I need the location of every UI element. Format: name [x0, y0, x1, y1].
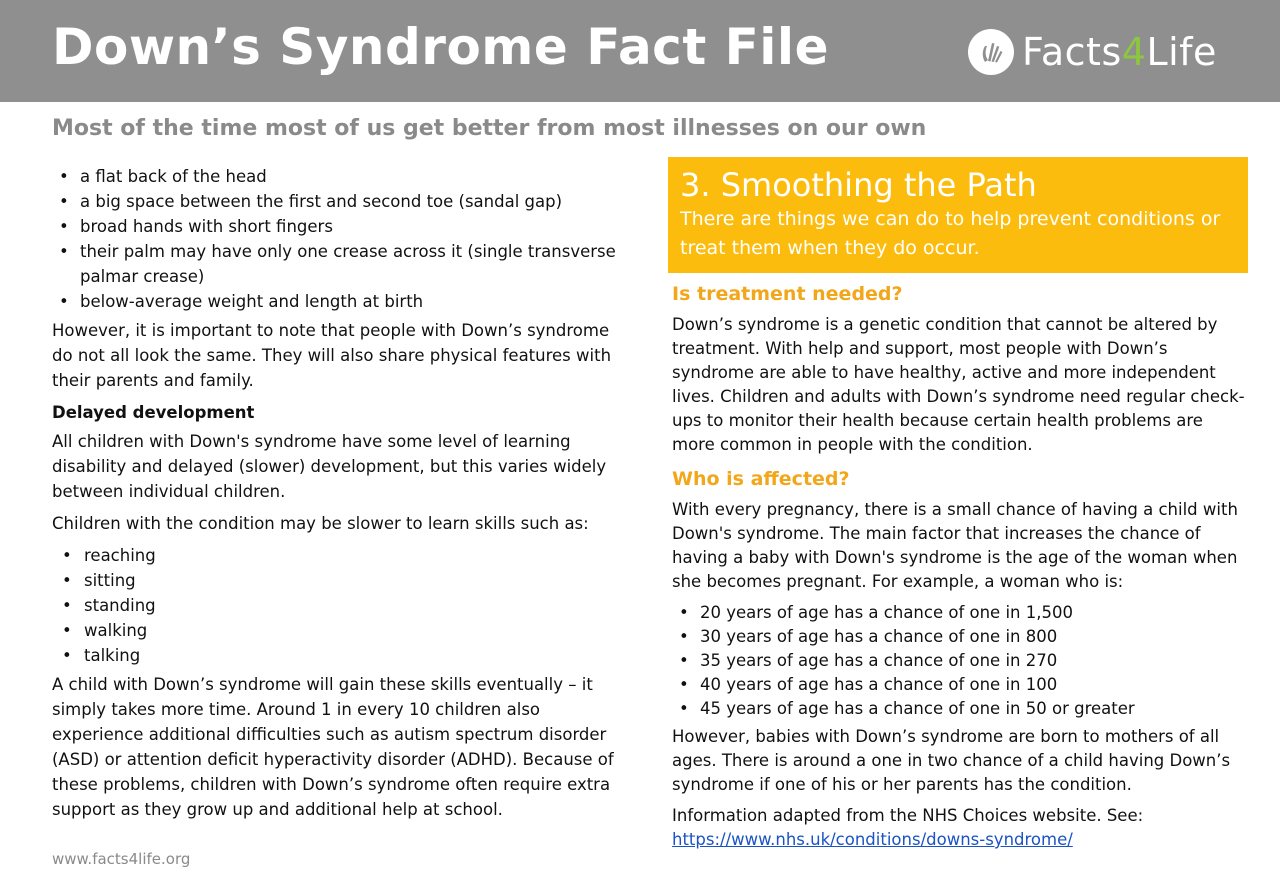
treatment-paragraph: Down’s syndrome is a genetic condition that cannot be altered by treatment. With help and support, most people with Down’s syndrome are able to have healthy, active and more independent lives. Children and adults with Down’s syndrome need regular check-ups to monitor their health because certain health problems are more common in people with the condition. — [672, 315, 1245, 454]
list-item: • their palm may have only one crease across it (single transverse palmar crease) — [52, 239, 622, 289]
list-item: • 30 years of age has a chance of one in 800 — [672, 625, 1248, 649]
treatment-heading: Is treatment needed? — [672, 283, 903, 305]
section-banner — [668, 157, 1248, 273]
header-bar — [0, 0, 1280, 102]
page-subtitle: Most of the time most of us get better from most illnesses on our own — [52, 116, 927, 141]
list-item: • 40 years of age has a chance of one in 100 — [672, 673, 1248, 697]
list-item: • below-average weight and length at birth — [52, 289, 622, 314]
affected-paragraph: With every pregnancy, there is a small chance of having a child with Down's syndrome. The main factor that increases the chance of having a baby with Down's syndrome is the age of the woman when she becomes pregnant. For example, a woman who is: — [672, 500, 1238, 591]
source-paragraph — [668, 804, 1248, 852]
section-title: 3. Smoothing the Path — [680, 166, 1037, 204]
hand-stripes-icon — [968, 29, 1014, 75]
list-item: • walking — [52, 618, 622, 643]
source-text: Information adapted from the NHS Choices website. See: — [672, 806, 1144, 825]
list-item: • 45 years of age has a chance of one in 50 or greater — [672, 697, 1248, 721]
skills-outro-paragraph: A child with Down’s syndrome will gain these skills eventually – it simply takes more time. Around 1 in every 10 children also experience additional difficulties such as autism spectrum disorder (ASD) or attention deficit hyperactivity disorder (ADHD). Because of these problems, children with Down’s syndrome often require extra support as they grow up and additional help at school. — [52, 675, 614, 819]
page-title: Down’s Syndrome Fact File — [52, 18, 829, 76]
list-item: • a big space between the first and second toe (sandal gap) — [52, 189, 622, 214]
list-item: • broad hands with short fingers — [52, 214, 622, 239]
logo-text: Facts4Life — [1022, 30, 1217, 74]
affected-heading: Who is affected? — [672, 468, 850, 490]
list-item: • reaching — [52, 543, 622, 568]
facts4life-logo[interactable] — [968, 24, 1217, 80]
section-intro: There are things we can do to help prevent conditions or treat them when they do occur. — [680, 208, 1221, 259]
footer-url: www.facts4life.org — [52, 850, 191, 868]
logo-four: 4 — [1121, 30, 1147, 74]
delayed-paragraph: All children with Down's syndrome have some level of learning disability and delayed (slower) development, but this varies widely between individual children. — [52, 432, 607, 501]
delayed-development-heading: Delayed development — [52, 403, 255, 422]
age-chance-list — [668, 601, 1248, 721]
list-item: • 35 years of age has a chance of one in 270 — [672, 649, 1248, 673]
list-item: • a flat back of the head — [52, 164, 622, 189]
features-list — [52, 164, 622, 314]
mothers-paragraph: However, babies with Down’s syndrome are born to mothers of all ages. There is around a one in two chance of a child having Down’s syndrome if one of his or her parents has the condition. — [672, 727, 1231, 794]
list-item: • sitting — [52, 568, 622, 593]
right-column — [668, 157, 1248, 859]
list-item: • 20 years of age has a chance of one in 1,500 — [672, 601, 1248, 625]
left-column — [52, 164, 622, 829]
list-item: • standing — [52, 593, 622, 618]
nhs-source-link[interactable]: https://www.nhs.uk/conditions/downs-syndrome/ — [672, 830, 1073, 849]
features-paragraph: However, it is important to note that people with Down’s syndrome do not all look the same. They will also share physical features with their parents and family. — [52, 321, 612, 390]
list-item: • talking — [52, 643, 622, 668]
skills-intro-paragraph: Children with the condition may be slower to learn skills such as: — [52, 514, 589, 533]
skills-list — [52, 543, 622, 668]
